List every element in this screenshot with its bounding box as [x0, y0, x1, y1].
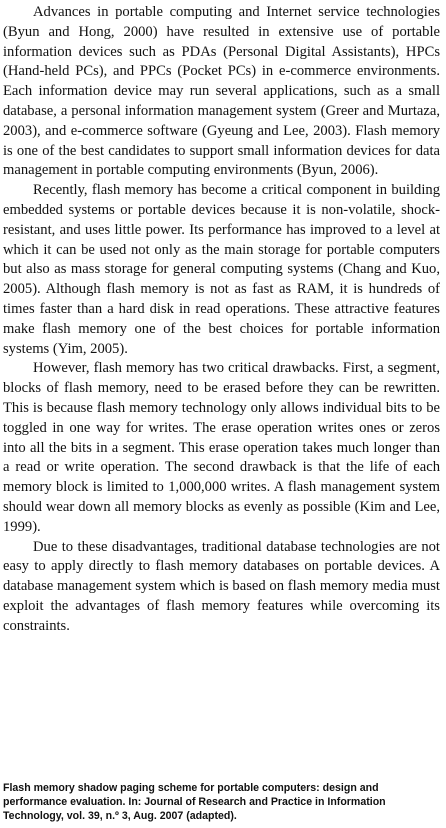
paragraph-1: Advances in portable computing and Internet service technologies (Byun and Hong, 2000) have resulted in extensive use of portable information devices such as PDAs (Personal Digital Assistants), HPCs (Hand-held PCs), and PPCs (Pocket PCs) in e-commerce environments. Each information device may run several applications, such as a small database, a personal information management system (Greer and Murtaza, 2003), and e-commerce software (Gyeung and Lee, 2003). Flash memory is one of the best candidates to support small information devices for data management in portable computing environments (Byun, 2006). [3, 4, 440, 179]
paragraph-3: However, flash memory has two critical drawbacks. First, a segment, blocks of flash memory, need to be erased before they can be rewritten. This is because flash memory technology only allows individual bits to be toggled in one way for writes. The erase operation writes ones or zeros into all the bits in a segment. This erase operation takes much longer than a read or write operation. The second drawback is that the life of each memory block is limited to 1,000,000 writes. A flash management system should wear down all memory blocks as evenly as possible (Kim and Lee, 1999). [3, 360, 440, 535]
source-citation: Flash memory shadow paging scheme for portable computers: design and performance evaluation. In: Journal of Research and Practice in Information Technology, vol. 39, n.º 3, Aug. 2007 (adapted). [3, 782, 386, 823]
article-body [3, 3, 440, 637]
paragraph-4: Due to these disadvantages, traditional database technologies are not easy to apply directly to flash memory databases on portable devices. A database management system which is based on flash memory media must exploit the advantages of flash memory features while overcoming its constraints. [3, 538, 440, 634]
paragraph-2: Recently, flash memory has become a critical component in building embedded systems or portable devices because it is non-volatile, shock-resistant, and uses little power. Its performance has improved to a level at which it can be used not only as the main storage for portable computers but also as mass storage for general computing systems (Chang and Kuo, 2005). Although flash memory is not as fast as RAM, it is hundreds of times faster than a hard disk in read operations. These attractive features make flash memory one of the best choices for portable information systems (Yim, 2005). [3, 182, 440, 357]
